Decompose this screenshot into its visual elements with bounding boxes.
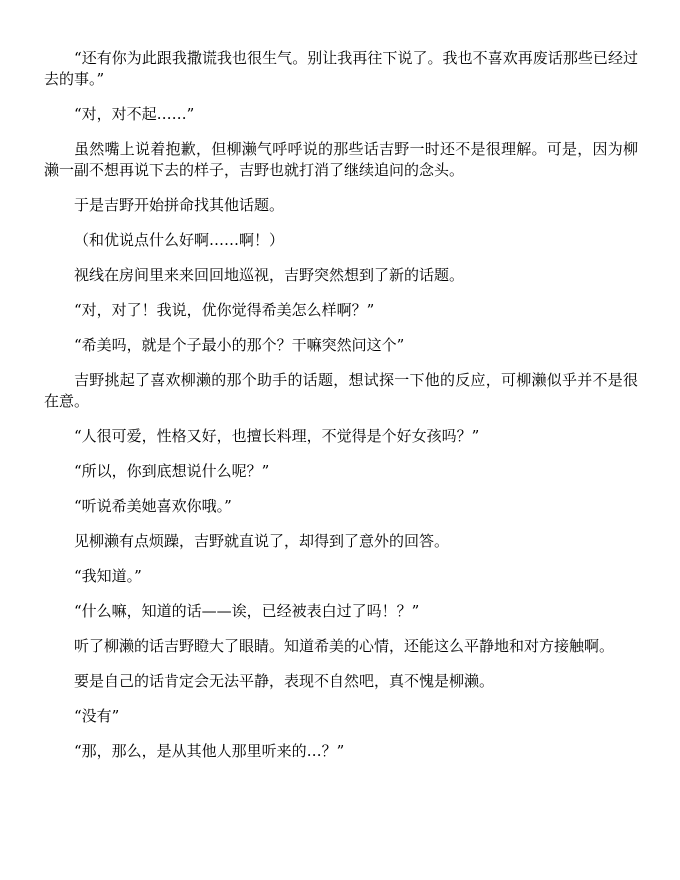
paragraph: 要是自己的话肯定会无法平静，表现不自然吧，真不愧是柳濑。	[74, 672, 495, 690]
paragraph: “对，对不起……”	[74, 105, 195, 123]
paragraph: “那，那么，是从其他人那里听来的…？”	[74, 742, 345, 760]
paragraph: “我知道。”	[74, 567, 142, 585]
paragraph: 于是吉野开始拼命找其他话题。	[74, 196, 285, 214]
paragraph: 吉野挑起了喜欢柳濑的那个助手的话题，想试探一下他的反应，可柳濑似乎并不是很在意。	[44, 371, 638, 410]
paragraph: “所以，你到底想说什么呢？”	[74, 462, 270, 480]
paragraph: “希美吗，就是个子最小的那个？干嘛突然问这个”	[74, 336, 405, 354]
paragraph: 见柳濑有点烦躁，吉野就直说了，却得到了意外的回答。	[74, 532, 450, 550]
paragraph: 听了柳濑的话吉野瞪大了眼睛。知道希美的心情，还能这么平静地和对方接触啊。	[74, 637, 615, 655]
paragraph: “人很可爱，性格又好，也擅长料理，不觉得是个好女孩吗？”	[74, 427, 480, 445]
paragraph: “听说希美她喜欢你哦。”	[74, 497, 232, 515]
paragraph: “没有”	[74, 707, 120, 725]
paragraph: “什么嘛，知道的话——诶，已经被表白过了吗！？”	[74, 602, 420, 620]
paragraph: “还有你为此跟我撒谎我也很生气。别让我再往下说了。我也不喜欢再废话那些已经过去的事。”	[44, 49, 638, 88]
paragraph: 虽然嘴上说着抱歉，但柳濑气呼呼说的那些话吉野一时还不是很理解。可是，因为柳濑一副不想再说下去的样子，吉野也就打消了继续追问的念头。	[44, 140, 638, 179]
paragraph: 视线在房间里来来回回地巡视，吉野突然想到了新的话题。	[74, 266, 465, 284]
text-body	[44, 48, 638, 776]
paragraph: （和优说点什么好啊……啊！）	[74, 231, 285, 249]
paragraph: “对，对了！我说，优你觉得希美怎么样啊？”	[74, 301, 375, 319]
